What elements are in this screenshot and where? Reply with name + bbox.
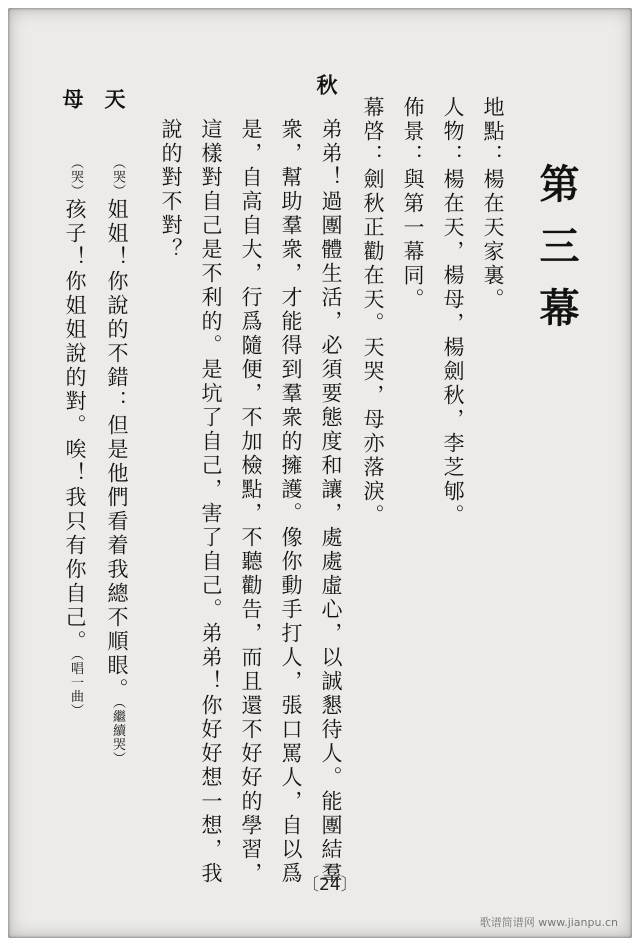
qiu-line-1: 弟弟！過團體生活，必須要態度和讓，處處虛心，以誠懇待人。能團結羣 — [319, 118, 343, 886]
setting-scenery: 佈景：與第一幕同。 — [401, 96, 425, 312]
watermark: 歌谱简谱网 www.jianpu.cn — [479, 916, 618, 929]
tian-text: 姐姐！你說的不錯：但是他們看着我總不順眼。 — [105, 198, 129, 702]
book-page — [8, 8, 632, 938]
qiu-line-4: 這樣對自己是不利的。是坑了自己，害了自己。弟弟！你好好想一想，我 — [199, 118, 223, 886]
mu-line — [64, 156, 85, 718]
qiu-line-2: 衆，幫助羣衆，才能得到羣衆的擁護。像你動手打人，張口罵人，自以爲 — [279, 118, 303, 886]
qiu-line-3: 是，自高自大，行爲隨便，不加檢點，不聽勸告，而且還不好好的學習， — [239, 118, 263, 886]
page-number: 〔24〕 — [302, 875, 358, 895]
speaker-tian: 天 — [102, 88, 127, 111]
tian-line — [106, 156, 127, 766]
setting-place: 地點：楊在天家裏。 — [481, 96, 505, 312]
speaker-mu: 母 — [60, 88, 85, 111]
setting-characters: 人物：楊在天，楊母，楊劍秋，李芝郇。 — [441, 96, 465, 528]
setting-curtain: 幕啓：劍秋正勸在天。天哭，母亦落淚。 — [361, 96, 385, 528]
tian-end-direction: （繼續哭） — [110, 702, 125, 766]
mu-end-direction: （唱一曲） — [68, 654, 83, 718]
speaker-qiu: 秋 — [314, 74, 339, 97]
mu-direction: （哭） — [68, 156, 83, 198]
act-title: 第三幕 — [533, 163, 580, 349]
tian-direction: （哭） — [110, 156, 125, 198]
qiu-line-5: 說的對不對？ — [159, 118, 183, 262]
mu-text: 孩子！你姐姐說的對。唉！我只有你自己。 — [63, 198, 87, 654]
